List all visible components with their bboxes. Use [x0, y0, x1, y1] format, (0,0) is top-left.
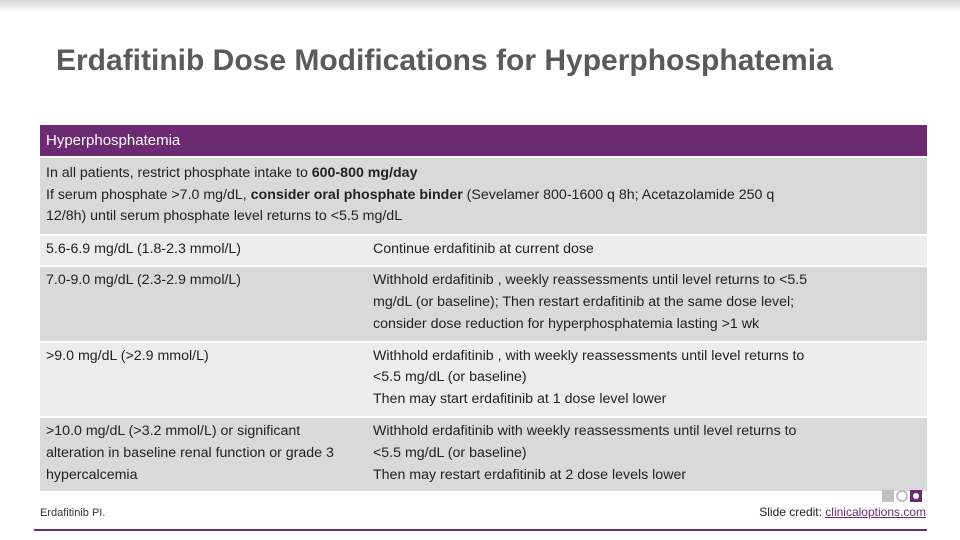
phosphate-level-cell: >9.0 mg/dL (>2.9 mmol/L) [46, 347, 209, 364]
action-line: Continue erdafitinib at current dose [373, 240, 594, 257]
cco-logo-icon [882, 490, 922, 502]
credit-link[interactable]: clinicaloptions.com [825, 505, 926, 519]
logo-square-icon [882, 490, 894, 502]
action-line: Withhold erdafitinib , weekly reassessments until level returns to <5.5 [373, 272, 808, 289]
bottom-divider [34, 529, 927, 531]
phosphate-level-cell: >10.0 mg/dL (>3.2 mmol/L) or significant alteration in baseline renal function or grade 3 hypercalcemia [46, 423, 334, 483]
slide-credit [759, 505, 926, 519]
intro-line-2 [46, 185, 921, 207]
logo-accent-icon [910, 490, 922, 502]
action-line: mg/dL (or baseline); Then restart erdafitinib at the same dose level; [373, 294, 795, 311]
intro-line-1 [46, 163, 921, 185]
table-row [40, 341, 927, 416]
intro-line-2-bold: consider oral phosphate binder [250, 186, 463, 203]
slide-title: Erdafitinib Dose Modifications for Hyperphosphatemia [56, 44, 833, 77]
action-cell [367, 267, 927, 340]
table-row [40, 234, 927, 266]
phosphate-level-cell: 7.0-9.0 mg/dL (2.3-2.9 mmol/L) [46, 272, 242, 289]
top-band [0, 0, 960, 12]
logo-circle-icon [896, 490, 908, 502]
intro-line-1-bold: 600-800 mg/day [311, 165, 418, 181]
action-line: Then may start erdafitinib at 1 dose level lower [373, 391, 667, 408]
table-row [40, 265, 927, 340]
action-line: <5.5 mg/dL (or baseline) [373, 444, 527, 461]
action-line: <5.5 mg/dL (or baseline) [373, 369, 527, 386]
credit-label: Slide credit: [759, 505, 826, 519]
intro-line-2-suffix: (Sevelamer 800-1600 q 8h; Acetazolamide 250 q [462, 186, 775, 203]
intro-line-1-text: In all patients, restrict phosphate intake to [46, 165, 312, 181]
table-row [40, 416, 927, 491]
table-header: Hyperphosphatemia [40, 125, 927, 156]
citation: Erdafitinib PI. [40, 507, 106, 519]
action-cell [367, 418, 927, 491]
action-line: Withhold erdafitinib with weekly reassessments until level returns to [373, 423, 797, 440]
phosphate-level-cell: 5.6-6.9 mg/dL (1.8-2.3 mmol/L) [46, 240, 242, 257]
table-intro [40, 156, 927, 234]
intro-line-3: 12/8h) until serum phosphate level returns to <5.5 mg/dL [46, 208, 403, 224]
action-cell [367, 343, 927, 416]
action-line: Then may restart erdafitinib at 2 dose levels lower [373, 466, 687, 483]
intro-line-2-text: If serum phosphate >7.0 mg/dL, [46, 186, 251, 203]
dose-modification-table [40, 125, 927, 491]
action-line: Withhold erdafitinib , with weekly reassessments until level returns to [373, 347, 805, 364]
action-cell [367, 236, 927, 266]
action-line: consider dose reduction for hyperphosphatemia lasting >1 wk [373, 315, 760, 332]
